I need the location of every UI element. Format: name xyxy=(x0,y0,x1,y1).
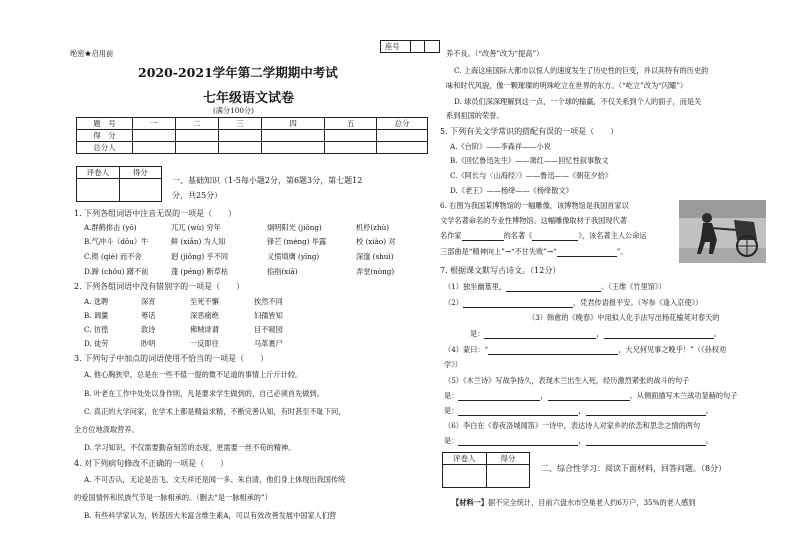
q1-option: C.锲 (qiè) 而不舍 xyxy=(84,252,142,261)
poem-text: （1）独坐幽篁里， xyxy=(444,282,507,291)
poem-blank[interactable] xyxy=(548,391,630,401)
exam-title: 2020-2021学年第二学期期中考试 xyxy=(138,65,338,80)
poem-6-answer: 是： ， 。 xyxy=(444,436,713,445)
grader-score: 得分 xyxy=(119,167,161,179)
poem-5-answer2: 是： ， 。 xyxy=(444,406,713,415)
q4-option-c: C. 上海这座国际大都市以惊人的速度发生了历史性的巨变，并以其特有的历史韵 xyxy=(454,66,709,75)
q2-option: 佛贼诽谓 xyxy=(190,325,219,334)
poem-4 xyxy=(444,345,726,355)
poem-blank[interactable] xyxy=(604,329,714,339)
secret-label: 绝密★启用前 xyxy=(70,49,114,58)
q6-text: 的名著《 xyxy=(503,231,533,240)
poem-text: 是： xyxy=(444,406,459,415)
score-header: 三 xyxy=(218,118,261,130)
poem-5: （5）《木兰诗》写战争持久，表现木兰出生入死，经历激烈紧张的战斗的句子 xyxy=(444,376,690,385)
score-cell[interactable] xyxy=(325,142,377,154)
score-header: 二 xyxy=(176,118,219,130)
grader-cell[interactable] xyxy=(119,179,161,202)
q4-option-c-cont: 味和时代风貌，像一颗璀璨的明珠屹立在世界的东方。（“屹立”改为“闪耀”） xyxy=(446,81,688,90)
q6-line3 xyxy=(440,231,647,241)
q1-option: 鲜 (xiǎn) 为人知 xyxy=(171,237,226,246)
q4-option-d: D. 球员们深深理解到这一点，一个球的输赢，不仅关系到个人的面子，而是关 xyxy=(454,97,702,106)
q6-book-blank[interactable] xyxy=(532,231,578,241)
poem-blank[interactable] xyxy=(586,406,706,416)
score-cell[interactable] xyxy=(218,142,261,154)
score-cell[interactable] xyxy=(133,142,176,154)
q2-option: 妇孺皆知 xyxy=(254,311,283,320)
q5-option: A.《台阶》——李森祥——小说 xyxy=(450,142,551,151)
q4-option-a: A. 不可否认，无论是岳飞、文天祥还是闻一多、朱自清，他们身上体现出我国传统 xyxy=(84,475,346,484)
q2-option: 一反即往 xyxy=(190,339,219,348)
q6-line1: 6. 右图为我国某博物馆的一幅雕像，该博物馆是我国首家以 xyxy=(440,201,629,210)
exam-subtitle: 七年级语文试卷 xyxy=(203,91,295,106)
poem-5-answer xyxy=(444,391,737,401)
q6-text: ”。 xyxy=(616,247,628,256)
poem-blank[interactable] xyxy=(506,282,601,292)
material-label: 【材料一】 xyxy=(452,498,488,507)
q2-option: 目不窥园 xyxy=(254,325,283,334)
q7-stem: 7. 根据课文默写古诗文。（12分） xyxy=(440,266,561,275)
q2-option: 马革裹尸 xyxy=(254,339,283,348)
poem-2 xyxy=(444,298,702,308)
poem-1 xyxy=(444,282,666,292)
q3-option-c: C. 真正的大学问家，在学术上都是精益求精，不断完善认知，有时甚至不耻下问， xyxy=(84,407,346,416)
score-header: 五 xyxy=(325,118,377,130)
score-cell[interactable] xyxy=(377,130,428,142)
poem-text: 。从侧面描写木兰战功显赫的句子 xyxy=(629,391,738,400)
q6-fate-blank[interactable] xyxy=(557,247,617,257)
q5-option: C.《阿长与〈山海经〉》——鲁迅——《朝花夕拾》 xyxy=(450,171,613,180)
poem-blank[interactable] xyxy=(458,391,540,401)
q6-line4 xyxy=(440,247,628,257)
q1-option: 掐指(xiā) xyxy=(267,267,298,276)
score-note: (满分100分) xyxy=(213,106,254,115)
q1-option: 炯明阳光 (jiǒng) xyxy=(267,223,322,232)
q1-option: D.蹄 (chǒu) 躇不前 xyxy=(84,267,149,276)
score-cell[interactable] xyxy=(176,130,219,142)
q2-option: C. 彷徨 xyxy=(84,325,109,334)
poem-blank[interactable] xyxy=(463,298,573,308)
q1-option: 锋芒 (méng) 毕露 xyxy=(267,237,327,246)
poem-text: （4）蒙曰：“ xyxy=(444,345,489,354)
statue-photo xyxy=(679,200,766,263)
q6-author-blank[interactable] xyxy=(462,231,504,241)
grader-cell[interactable] xyxy=(486,465,529,488)
q1-option: A.群鹤排击 (yǒ) xyxy=(84,223,137,232)
poem-text: ，凭君传语报平安。（岑参《逢入京使》） xyxy=(572,298,703,307)
poem-text: 是： xyxy=(444,436,459,445)
q5-option: D.《老王》——杨绛——《杨绛散文》 xyxy=(450,186,573,195)
q2-option: 筹话 xyxy=(141,311,156,320)
q1-option: 义愤填膺 (yīng) xyxy=(267,252,320,261)
grader-score: 得分 xyxy=(486,453,529,465)
grader-box xyxy=(76,166,162,202)
q2-stem: 2. 下列各组词语中没有错别字的一项是（ ） xyxy=(74,282,245,291)
material-text: 据不完全统计，目前六盘水市空巢老人约6万户，35%的老人感到 xyxy=(487,498,696,507)
poem-text: 。（王维《竹里馆》） xyxy=(601,282,666,291)
poem-3-answer: 是： ， 。 xyxy=(470,329,721,338)
q6-text: 名作家 xyxy=(440,231,462,240)
q5-stem: 5. 下列有关文学常识的搭配有误的一项是（ ） xyxy=(440,127,619,136)
q6-text: 三部曲是“精神向上”→“不甘失败”→“ xyxy=(440,247,557,256)
q1-stem: 1. 下列各组词语中注音无误的一项是（ ） xyxy=(74,209,237,218)
score-cell[interactable] xyxy=(133,130,176,142)
score-header: 四 xyxy=(261,118,324,130)
q3-option-c-cont: 全方位地汲取营养。 xyxy=(74,425,139,434)
seat-box xyxy=(380,40,440,53)
q1-option: 兀兀 (wù) 穷年 xyxy=(171,223,221,232)
q4-option-b: B. 有些科学家认为，转基因大米富含维生素A，可以有效改善发展中国家人们营 xyxy=(84,511,337,520)
q4-option-b-cont: 养不良。（“改善”改为“提高”） xyxy=(446,49,544,58)
q2-option: D. 徒劳 xyxy=(84,339,109,348)
q1-option: 深邃 (shuì) xyxy=(356,252,394,261)
q2-option: B. 调羹 xyxy=(84,311,109,320)
seat-label: 座号 xyxy=(385,42,400,51)
poem-blank[interactable] xyxy=(484,329,596,339)
q6-line2: 文学名著命名的专业性博物馆。这幅雕像取材于我国现代著 xyxy=(440,216,627,225)
score-header: 一 xyxy=(133,118,176,130)
grader-reviewer: 评卷人 xyxy=(77,167,120,179)
q1-option: B.气冲斗（dǒu）牛 xyxy=(84,237,149,246)
score-row-label: 总分人 xyxy=(77,142,133,154)
grader-cell[interactable] xyxy=(77,179,120,202)
q4-option-a-cont: 的爱国情怀和民族气节是一脉相承的。（删去“是一脉相承的”） xyxy=(74,493,272,502)
score-cell[interactable] xyxy=(325,130,377,142)
poem-text: （2） xyxy=(444,298,463,307)
q1-option: 弄堂(nòng) xyxy=(356,267,395,276)
poem-blank[interactable] xyxy=(488,345,618,355)
q2-option: 深宵 xyxy=(141,297,156,306)
score-table xyxy=(76,117,428,154)
q3-option-d: D. 学习知识，不仅需要勤奋刻苦的态度，更需要一丝不苟的精神。 xyxy=(84,443,296,452)
score-cell[interactable] xyxy=(176,142,219,154)
poem-6: （6）李白在《春夜洛城闻笛》一诗中，表达诗人对家乡的依恋和思念之情的两句 xyxy=(444,421,701,430)
poem-text: 是： xyxy=(444,391,459,400)
q4-stem: 4. 对下列病句修改不正确的一项是（ ） xyxy=(74,459,229,468)
poem-text: 是： xyxy=(470,329,485,338)
score-cell[interactable] xyxy=(261,142,324,154)
q2-option: 敦诗 xyxy=(141,325,156,334)
q2-option: 至死不懈 xyxy=(190,297,219,306)
score-cell[interactable] xyxy=(377,142,428,154)
q2-option: 深恶痛绝 xyxy=(190,311,219,320)
q4-option-d-cont: 系到祖国的荣誉。 xyxy=(446,111,504,120)
grader-cell[interactable] xyxy=(443,465,487,488)
section1-heading2: 分，共25分） xyxy=(172,191,223,200)
material-1 xyxy=(452,498,695,507)
poem-blank[interactable] xyxy=(458,436,578,446)
grader-reviewer: 评卷人 xyxy=(443,453,487,465)
poem-blank[interactable] xyxy=(586,436,706,446)
q1-option: 蓬 (péng) 断草枯 xyxy=(171,267,229,276)
poem-text: ， xyxy=(540,391,548,400)
poem-3: （3）韩愈的《晚春》中用拟人化手法写出杨花榆荚对春天的 xyxy=(528,313,720,322)
score-header: 总分 xyxy=(377,118,428,130)
score-cell[interactable] xyxy=(261,130,324,142)
section2-heading: 二、综合性学习：阅读下面材料，回答问题。（8分） xyxy=(541,464,727,473)
score-cell[interactable] xyxy=(218,130,261,142)
q3-option-b: B. 叶老在工作中处处以身作则，凡是要求学生做到的，自己必须首先做到。 xyxy=(84,389,324,398)
q3-option-a: A. 他心胸狭窄，总是在一些不值一提的微不足道的事情上斤斤计较。 xyxy=(84,370,303,379)
q1-option: 迥 (jiǒng) 乎不同 xyxy=(171,252,229,261)
q5-option: B.《回忆鲁迅先生》——萧红——回忆性叙事散文 xyxy=(450,156,609,165)
q1-option: 机杼(zhù) xyxy=(356,223,390,232)
q2-option: A. 选聘 xyxy=(84,297,109,306)
q1-option: 校 (xiào) 对 xyxy=(356,237,396,246)
q6-text: 》，该名著主人公命运 xyxy=(578,231,647,240)
q2-option: 眇明 xyxy=(141,339,156,348)
q3-stem: 3. 下列句子中加点的词语使用不恰当的一项是（ ） xyxy=(74,354,269,363)
q2-option: 挨然不同 xyxy=(254,297,283,306)
section1-heading: 一、基础知识（1-5每小题2分，第6题3分，第七题12 xyxy=(172,176,363,185)
score-header: 题 号 xyxy=(77,118,133,130)
score-row-label: 得 分 xyxy=(77,130,133,142)
grader-box-2 xyxy=(442,452,530,488)
poem-4-cont: 学》） xyxy=(444,360,462,369)
poem-text: ，大兄何见事之晚乎！”（《孙权劝 xyxy=(618,345,727,354)
poem-blank[interactable] xyxy=(458,406,578,416)
